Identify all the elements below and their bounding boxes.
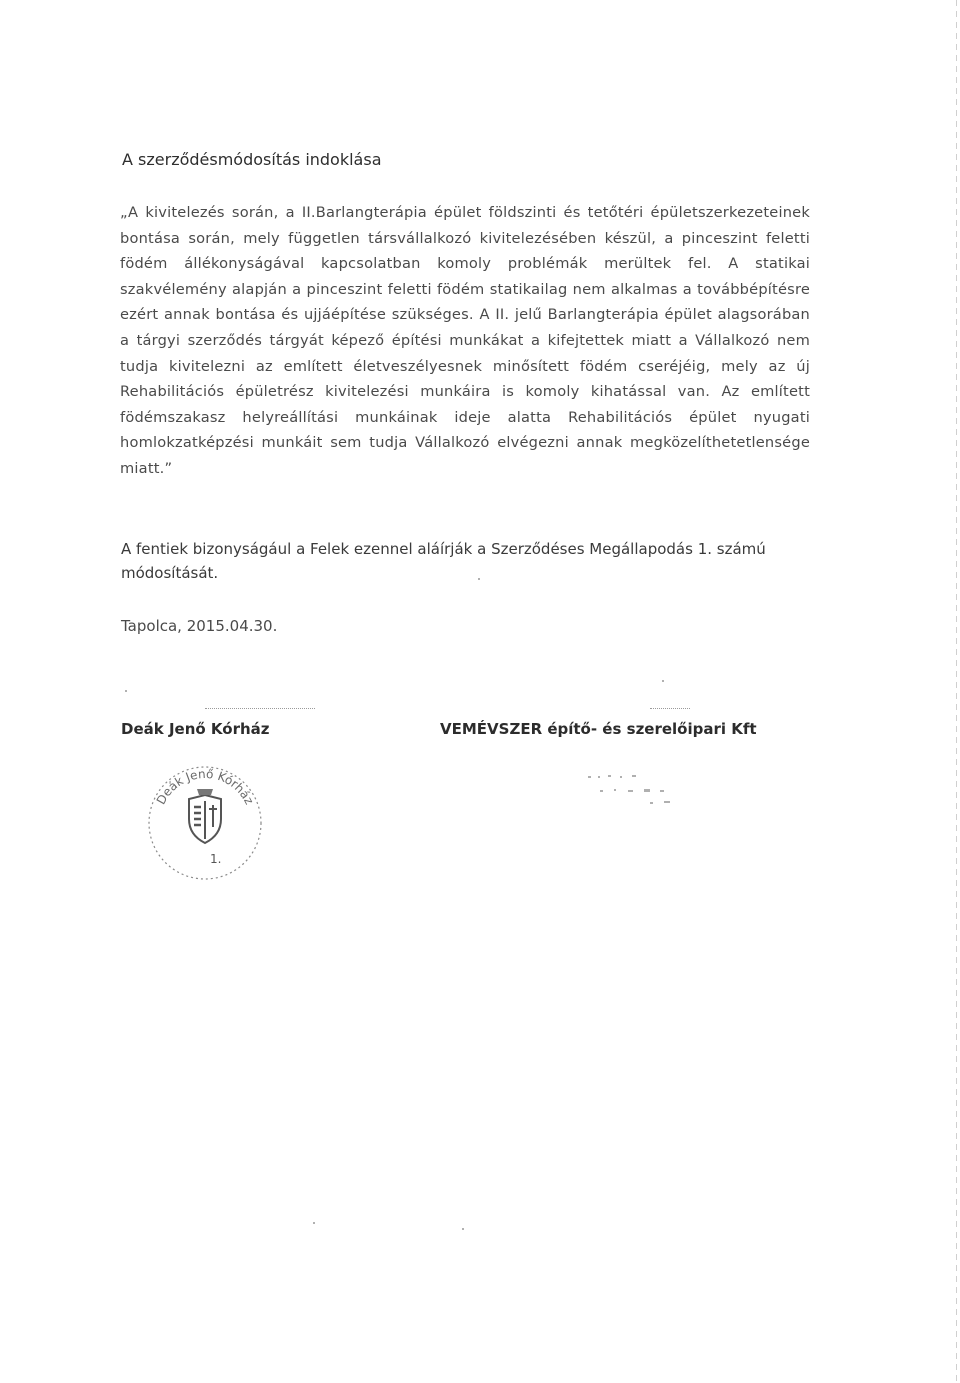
hospital-seal-stamp (140, 755, 270, 885)
closing-statement: A fentiek bizonyságául a Felek ezennel aláírják a Szerződéses Megállapodás 1. számú módosítását. (121, 540, 766, 582)
signature-line-right (650, 700, 690, 709)
scan-speck (313, 1222, 315, 1224)
scan-speck (478, 578, 480, 580)
party-name-contractor: VEMÉVSZER építő- és szerelőipari Kft (440, 720, 757, 738)
signature-line-left (205, 700, 315, 709)
seal-text (154, 767, 257, 807)
contractor-faint-stamp (580, 770, 690, 810)
scan-speck (125, 690, 127, 692)
justification-paragraph: „A kivitelezés során, a II.Barlangterápia épület földszinti és tetőtéri épületszerkezeteinek bontása során, mely független társvállalkozó kivitelezésében készül, a pinceszint feletti födém állékonyságával kapcsolatban komoly problémák merültek fel. A statikai szakvélemény alapján a pinceszint feletti födém statikailag nem alkalmas a továbbépítésre ezért annak bontása és ujjáépítése szükséges. A II. jelű Barlangterápia épület alagsorában a tárgyi szerződés tárgyát képező építési munkákat a kifejtettek miatt a Vállalkozó nem tudja kivitelezni az említett életveszélyesnek minősített födém cseréjéig, mely az új Rehabilitációs épületrész kivitelezési munkáira is komoly kihatással van. Az említett födémszakasz helyreállítási munkáinak ideje alatta Rehabilitációs épület nyugati homlokzatképzési munkáit sem tudja Vállalkozó elvégezni annak megközelíthetetlensége miatt.” (120, 204, 810, 477)
coat-of-arms-icon (189, 789, 221, 843)
scan-speck (462, 1228, 464, 1230)
scan-speck (662, 680, 664, 682)
seal-ring-text: Deák Jenő Kórház (153, 766, 257, 807)
seal-number: 1. (210, 852, 222, 866)
party-name-hospital: Deák Jenő Kórház (121, 720, 270, 738)
section-heading: A szerződésmódosítás indoklása (122, 150, 382, 169)
place-and-date: Tapolca, 2015.04.30. (121, 617, 278, 635)
scan-edge-line (956, 0, 957, 1383)
